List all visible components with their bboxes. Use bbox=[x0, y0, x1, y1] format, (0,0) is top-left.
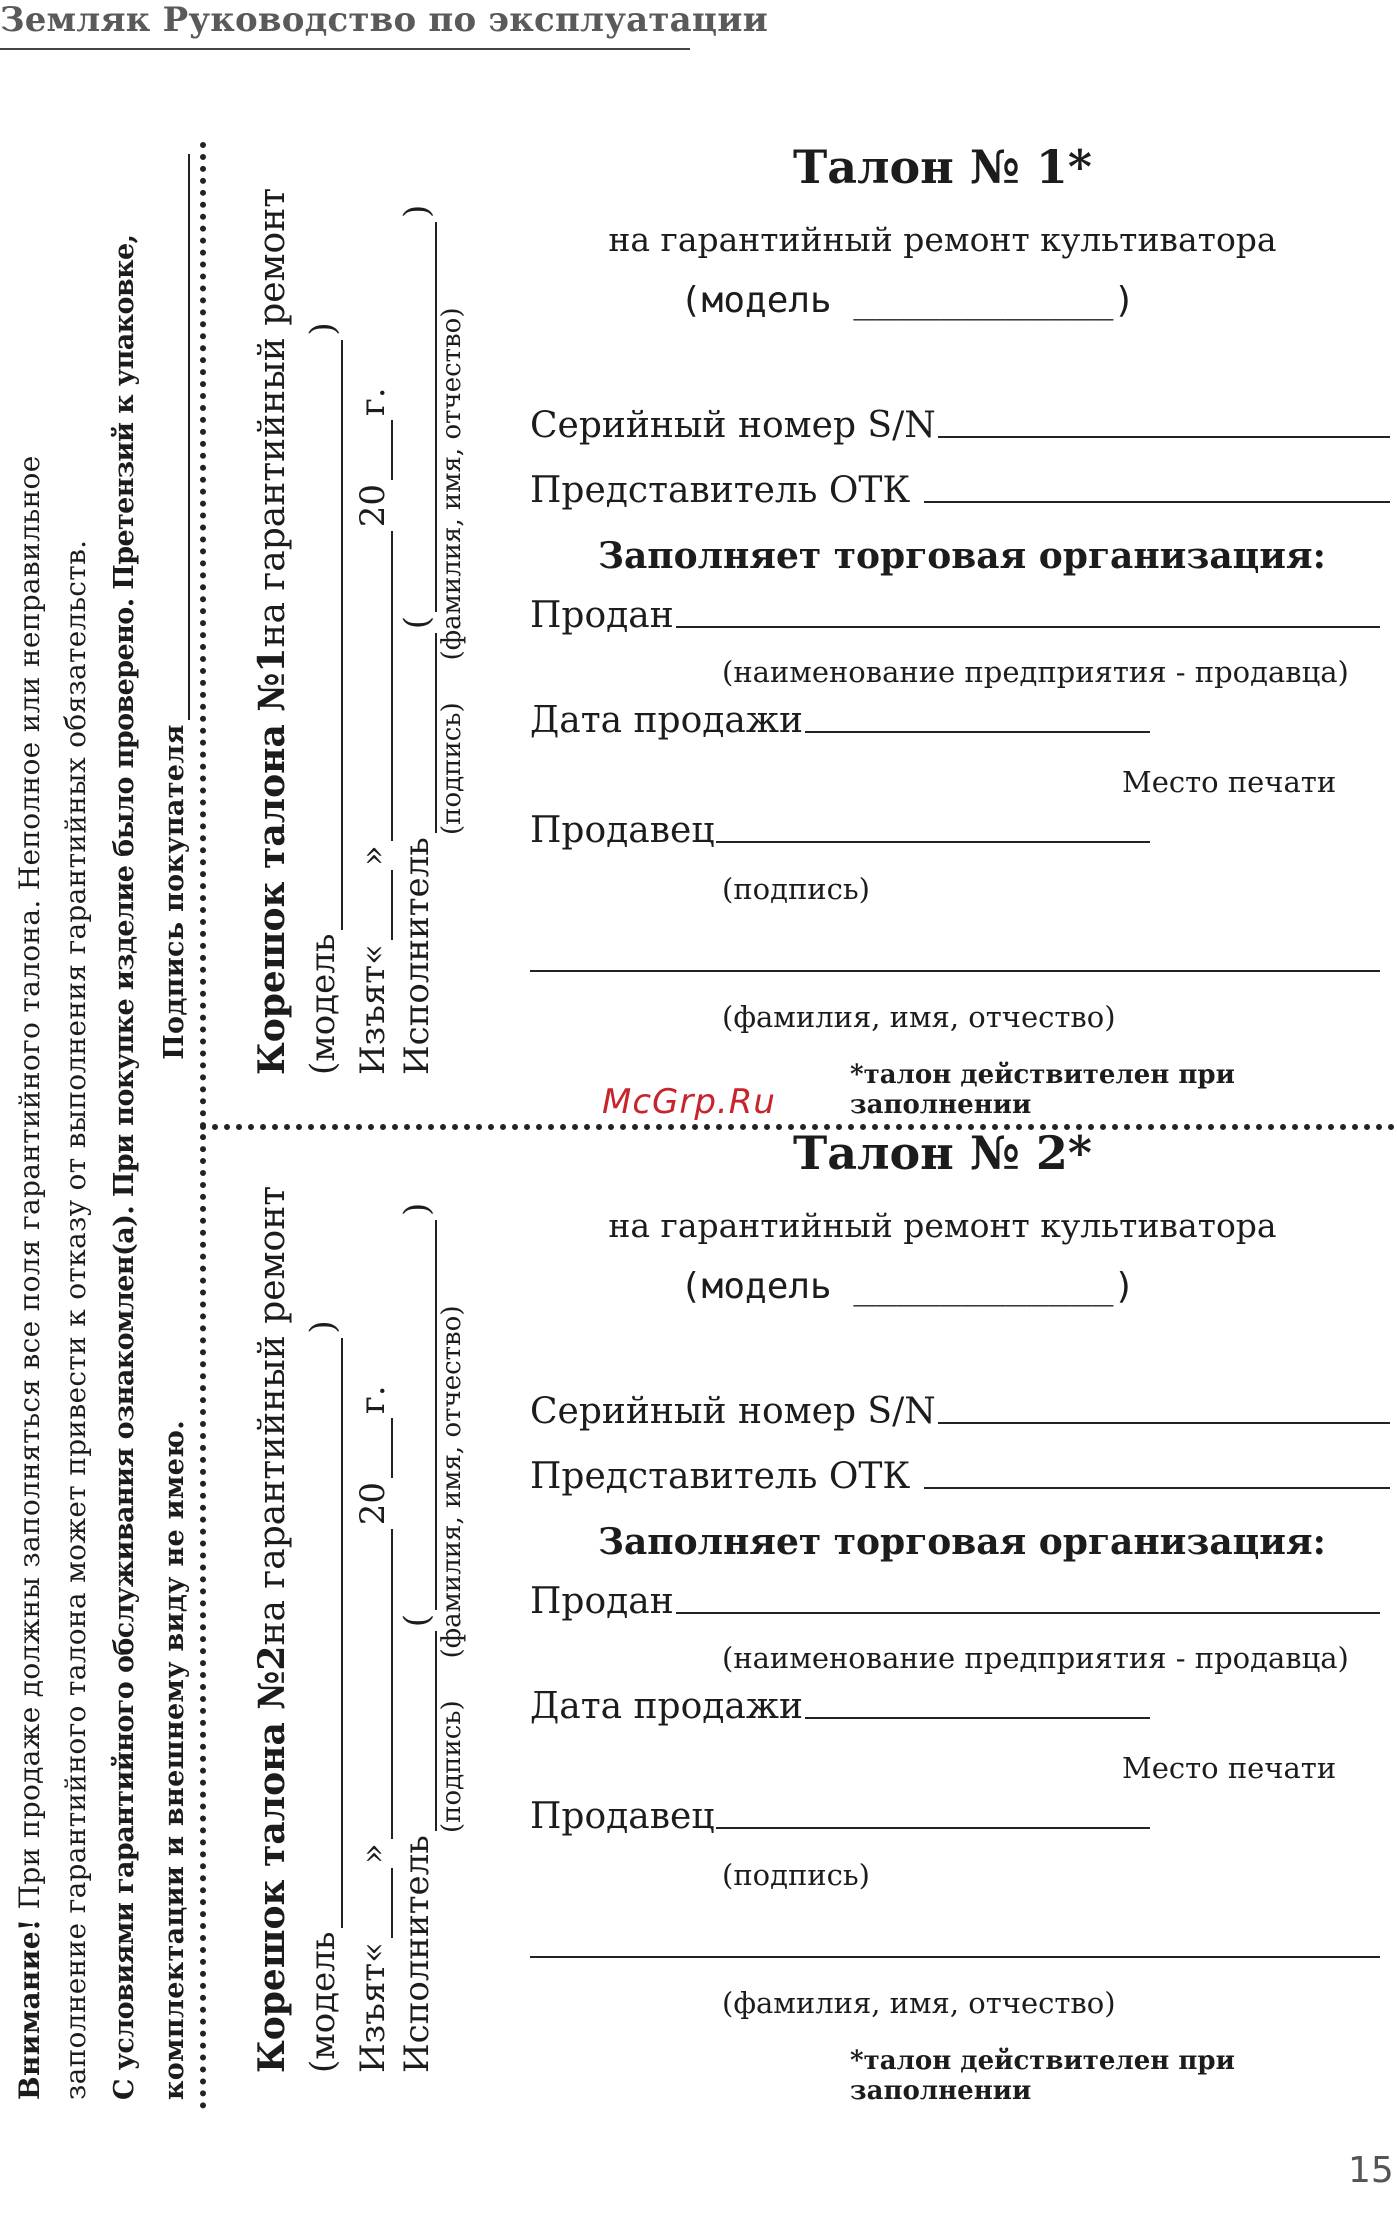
coupon-2-stamp-label: Место печати bbox=[1122, 1751, 1337, 1785]
stub-1-month-line bbox=[390, 531, 393, 841]
stub-2-sign-caption: (подпись) bbox=[437, 1700, 467, 1833]
stub-1-removed-label: Изъят« bbox=[353, 944, 393, 1075]
signature-label: Подпись покупателя bbox=[159, 724, 190, 1060]
stub-1-model-label: (модель bbox=[303, 933, 343, 1075]
coupon-1-note: *талон действителен при заполнении bbox=[850, 1060, 1235, 1120]
stub-1-year-suffix: г. bbox=[353, 387, 393, 417]
coupon-1 bbox=[530, 140, 1390, 1120]
coupon-1-seller-label: Продавец bbox=[530, 810, 715, 851]
coupon-2-otk-line bbox=[924, 1487, 1390, 1489]
coupon-2-date-row bbox=[530, 1686, 1150, 1727]
stub-1-year-line bbox=[390, 420, 393, 480]
coupon-2-name-caption: (фамилия, имя, отчество) bbox=[722, 1986, 1116, 2020]
stub-1-title-rest: на гарантийный ремонт bbox=[252, 187, 293, 648]
coupon-1-name-line bbox=[530, 970, 1380, 972]
header-underline bbox=[0, 48, 690, 50]
stub-1-name-caption: (фамилия, имя, отчество) bbox=[437, 307, 467, 661]
stub-1-sign-caption: (подпись) bbox=[437, 702, 467, 835]
stub-2-model-line bbox=[340, 1338, 343, 1928]
coupon-1-otk-label: Представитель ОТК bbox=[530, 470, 911, 511]
stub-1-year-prefix: 20 bbox=[353, 484, 393, 528]
document-header: Земляк Руководство по эксплуатации bbox=[0, 0, 769, 40]
coupon-2-otk-row bbox=[530, 1456, 1390, 1497]
stub-2-year-prefix: 20 bbox=[353, 1482, 393, 1526]
coupon-1-stamp-label: Место печати bbox=[1122, 765, 1337, 799]
stub-2-month-line bbox=[390, 1529, 393, 1839]
stub-2-title: Корешок талона №2 bbox=[251, 1645, 293, 2073]
coupon-2-date-label: Дата продажи bbox=[530, 1686, 804, 1727]
coupon-2-name-line bbox=[530, 1956, 1380, 1958]
stub-1-model-close: ) bbox=[303, 322, 343, 336]
warning-line-4: комплектации и внешнему виду не имею. bbox=[159, 1420, 190, 2100]
page-number: 15 bbox=[1348, 2150, 1394, 2191]
stub-2-executor-label: Исполнитель bbox=[397, 1835, 437, 2073]
stub-2-day-line bbox=[390, 1868, 393, 1938]
coupon-1-serial-label: Серийный номер S/N bbox=[530, 405, 936, 446]
warning-line-1: При продаже должны заполняться все поля гарантийного талона. Неполное или неправильное bbox=[13, 455, 46, 1919]
coupon-2-sold-row bbox=[530, 1581, 1380, 1622]
coupon-2-sold-label: Продан bbox=[530, 1581, 674, 1622]
stub-2-model-close: ) bbox=[303, 1320, 343, 1334]
signature-line bbox=[187, 154, 190, 720]
warning-block bbox=[0, 150, 190, 2100]
coupon-1-date-label: Дата продажи bbox=[530, 700, 804, 741]
stub-1 bbox=[245, 145, 471, 1075]
warning-lead: Внимание! bbox=[13, 1918, 46, 2100]
coupon-1-sold-line bbox=[676, 626, 1380, 628]
warning-line-2: заполнение гарантийного талона может привести к отказу от выполнения гарантийных обязательств. bbox=[59, 539, 92, 2100]
stub-2-name-caption: (фамилия, имя, отчество) bbox=[437, 1305, 467, 1659]
stub-2-paren-open: ( bbox=[397, 1613, 437, 1628]
coupon-1-trade-heading: Заполняет торговая организация: bbox=[598, 535, 1326, 577]
stub-1-day-line bbox=[390, 870, 393, 940]
stub-1-title: Корешок талона №1 bbox=[251, 647, 293, 1075]
coupon-1-seller-row bbox=[530, 810, 1150, 851]
stub-1-removed-quote: » bbox=[353, 845, 393, 867]
coupon-1-title: Талон № 1* bbox=[793, 140, 1092, 194]
coupon-1-date-line bbox=[805, 731, 1150, 733]
coupon-2-note: *талон действителен при заполнении bbox=[850, 2046, 1235, 2106]
coupon-1-serial-line bbox=[938, 436, 1390, 438]
stub-1-model-line bbox=[340, 340, 343, 930]
stub-2-paren-close: ) bbox=[397, 1202, 437, 1216]
coupon-1-subtitle: на гарантийный ремонт культиватора bbox=[608, 220, 1277, 259]
coupon-2-otk-label: Представитель ОТК bbox=[530, 1456, 911, 1497]
coupon-1-date-row bbox=[530, 700, 1150, 741]
coupon-2-seller-line bbox=[716, 1827, 1150, 1829]
coupon-1-sold-label: Продан bbox=[530, 595, 674, 636]
watermark: McGrp.Ru bbox=[602, 1082, 776, 1122]
coupon-1-otk-line bbox=[924, 501, 1390, 503]
stub-2-removed-quote: » bbox=[353, 1843, 393, 1865]
stub-1-executor-label: Исполнитель bbox=[397, 837, 437, 1075]
stub-2-year-line bbox=[390, 1418, 393, 1478]
coupon-2-seller-label: Продавец bbox=[530, 1796, 715, 1837]
coupon-1-sold-row bbox=[530, 595, 1380, 636]
coupon-1-serial-row bbox=[530, 405, 1390, 446]
coupon-1-sign-caption: (подпись) bbox=[722, 872, 870, 906]
coupon-1-sold-caption: (наименование предприятия - продавца) bbox=[722, 655, 1349, 689]
coupon-1-seller-line bbox=[716, 841, 1150, 843]
coupon-2-model: (модель ____________) bbox=[680, 1266, 1136, 1307]
coupon-1-model: (модель ____________) bbox=[680, 280, 1136, 321]
coupon-2 bbox=[530, 1126, 1390, 2106]
coupon-1-otk-row bbox=[530, 470, 1390, 511]
coupon-2-serial-row bbox=[530, 1391, 1390, 1432]
coupon-2-title: Талон № 2* bbox=[793, 1126, 1092, 1180]
coupon-2-trade-heading: Заполняет торговая организация: bbox=[598, 1521, 1326, 1563]
stub-2-removed-label: Изъят« bbox=[353, 1942, 393, 2073]
stub-2-year-suffix: г. bbox=[353, 1385, 393, 1415]
stub-1-paren-close: ) bbox=[397, 204, 437, 218]
coupon-2-date-line bbox=[805, 1717, 1150, 1719]
coupon-1-name-caption: (фамилия, имя, отчество) bbox=[722, 1000, 1116, 1034]
stub-2 bbox=[245, 1143, 471, 2073]
stub-2-model-label: (модель bbox=[303, 1931, 343, 2073]
stub-1-paren-open: ( bbox=[397, 615, 437, 630]
coupon-2-subtitle: на гарантийный ремонт культиватора bbox=[608, 1206, 1277, 1245]
stub-2-title-rest: на гарантийный ремонт bbox=[252, 1185, 293, 1646]
coupon-2-seller-row bbox=[530, 1796, 1150, 1837]
warning-line-3: С условиями гарантийного обслуживания ознакомлен(а). При покупке изделие было проверено. Претензий к упаковке, bbox=[109, 234, 140, 2100]
coupon-2-sign-caption: (подпись) bbox=[722, 1858, 870, 1892]
coupon-2-sold-line bbox=[676, 1612, 1380, 1614]
coupon-2-serial-label: Серийный номер S/N bbox=[530, 1391, 936, 1432]
coupon-2-sold-caption: (наименование предприятия - продавца) bbox=[722, 1641, 1349, 1675]
coupon-2-serial-line bbox=[938, 1422, 1390, 1424]
